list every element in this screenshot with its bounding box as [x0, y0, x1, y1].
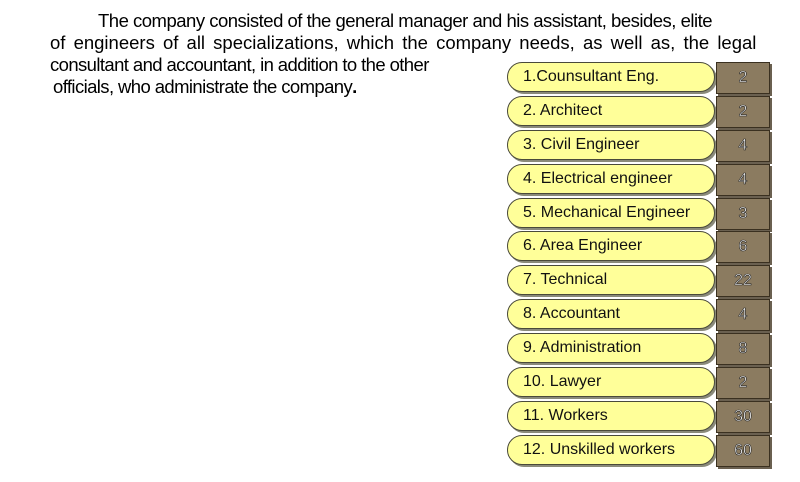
staff-count: 4 — [716, 130, 770, 162]
staff-label: 11. Workers — [523, 406, 608, 424]
staff-row — [507, 96, 771, 126]
intro-line-4-end: . — [352, 76, 357, 97]
intro-line-3: consultant and accountant, in addition to the other — [50, 54, 429, 75]
staff-label-pill — [507, 130, 715, 160]
staff-row — [507, 198, 771, 228]
staff-label: 5. Mechanical Engineer — [523, 203, 691, 221]
staff-label-pill — [507, 198, 715, 228]
staff-row — [507, 333, 771, 363]
staff-label-pill — [507, 333, 715, 363]
staff-label: 8. Accountant — [523, 305, 620, 323]
staff-label: 4. Electrical engineer — [523, 169, 673, 187]
staff-row — [507, 299, 771, 329]
staff-row — [507, 401, 771, 431]
staff-count: 8 — [716, 333, 770, 365]
staff-count: 60 — [716, 435, 770, 467]
staff-count: 2 — [716, 96, 770, 128]
staff-list — [507, 62, 771, 469]
staff-count: 30 — [716, 401, 770, 433]
staff-label: 9. Administration — [523, 339, 642, 357]
staff-row — [507, 265, 771, 295]
staff-row — [507, 435, 771, 465]
staff-row — [507, 367, 771, 397]
intro-line-4 — [53, 76, 357, 98]
staff-count: 4 — [716, 299, 770, 331]
staff-count: 4 — [716, 164, 770, 196]
staff-count: 2 — [716, 62, 770, 94]
staff-label-pill — [507, 231, 715, 261]
staff-label: 7. Technical — [523, 271, 608, 289]
staff-label-pill — [507, 96, 715, 126]
staff-label: 1.Counsultant Eng. — [523, 68, 660, 85]
staff-count: 3 — [716, 198, 770, 230]
intro-line-1: The company consisted of the general manager and his assistant, besides, elite — [98, 10, 713, 31]
staff-label-pill — [507, 299, 715, 329]
staff-label-pill — [507, 164, 715, 194]
staff-count: 22 — [716, 265, 770, 297]
staff-label-pill — [507, 62, 715, 92]
staff-label-pill — [507, 265, 715, 295]
staff-row — [507, 62, 771, 92]
staff-label: 10. Lawyer — [523, 373, 602, 391]
staff-label-pill — [507, 401, 715, 431]
staff-label: 12. Unskilled workers — [523, 440, 676, 458]
staff-count: 6 — [716, 231, 770, 263]
staff-row — [507, 164, 771, 194]
intro-line-4-text: officials, who administrate the company — [53, 76, 353, 97]
intro-line-2: of engineers of all specializations, which the company needs, as well as, the legal — [50, 32, 757, 53]
staff-label-pill — [507, 435, 715, 465]
staff-label: 3. Civil Engineer — [523, 135, 640, 153]
staff-row — [507, 231, 771, 261]
staff-label-pill — [507, 367, 715, 397]
staff-row — [507, 130, 771, 160]
staff-label: 6. Area Engineer — [523, 237, 643, 255]
staff-count: 2 — [716, 367, 770, 399]
staff-label: 2. Architect — [523, 101, 603, 119]
